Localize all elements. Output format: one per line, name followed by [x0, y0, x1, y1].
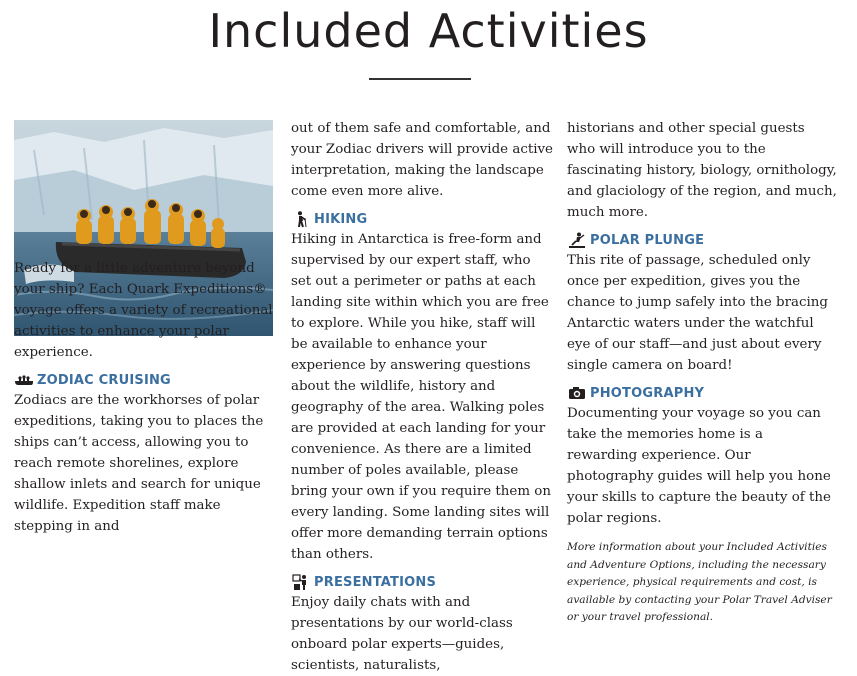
hiking-heading [291, 210, 553, 228]
polar-plunge-text: This rite of passage, scheduled only once per expedition, gives you the chance to jump safely into the bracing Antarctic waters under the watchful eye of our staff—and just about every single camera on board! [567, 253, 828, 373]
diver-icon [567, 232, 587, 249]
hiking-text: Hiking in Antarctica is free-form and supervised by our expert staff, who set out a perimeter or paths at each landing site within which you are free to explore. While you hike, staff will be available to enhance your experience by answering questions about the wildlife, history and geography of the area. Walking poles are provided at each landing for your convenience. As there are a limited number of poles available, please bring your own if you require them on every landing. Some landing sites will offer more demanding terrain options than others. [291, 232, 551, 562]
presentations-text-part2: historians and other special guests who will introduce you to the fascinating history, biology, ornithology, and glaciology of the region, and much, much more. [567, 121, 837, 220]
zodiac-heading-label: ZODIAC CRUISING [37, 372, 171, 388]
camera-icon [567, 385, 587, 402]
photography-heading [567, 384, 837, 402]
zodiac-boat-icon [14, 372, 34, 389]
photography-text: Documenting your voyage so you can take the memories home is a rewarding experience. Our photography guides will help you hone your skills to capture the beauty of the polar regions. [567, 406, 831, 526]
presentations-heading-label: PRESENTATIONS [314, 574, 437, 590]
column-2 [291, 118, 553, 676]
polar-plunge-heading [567, 231, 837, 249]
page-title: Included Activities [208, 4, 649, 58]
title-divider [369, 78, 471, 80]
photography-heading-label: PHOTOGRAPHY [590, 385, 705, 401]
polar-plunge-heading-label: POLAR PLUNGE [590, 232, 705, 248]
more-info-note: More information about your Included Activities and Adventure Options, including the necessary experience, physical requirements and cost, is available by contacting your Polar Travel Adviser or your travel professional. [567, 541, 832, 623]
hiker-icon [291, 211, 311, 228]
presentations-heading [291, 573, 553, 591]
column-1 [14, 258, 276, 537]
presenter-icon [291, 574, 311, 591]
zodiac-heading [14, 371, 276, 389]
hiking-heading-label: HIKING [314, 211, 368, 227]
zodiac-text-part1: Zodiacs are the workhorses of polar expeditions, taking you to places the ships can’t access, allowing you to reach remote shorelines, explore shallow inlets and search for unique wildlife. Expedition staff make stepping in and [14, 393, 264, 534]
column-3 [567, 118, 837, 627]
intro-text: Ready for a little adventure beyond your ship? Each Quark Expeditions® voyage offers a variety of recreational activities to enhance your polar experience. [14, 261, 273, 360]
presentations-text-part1: Enjoy daily chats with and presentations by our world-class onboard polar experts—guides, scientists, naturalists, [291, 595, 513, 673]
zodiac-text-part2: out of them safe and comfortable, and your Zodiac drivers will provide active interpretation, making the landscape come even more alive. [291, 121, 553, 199]
